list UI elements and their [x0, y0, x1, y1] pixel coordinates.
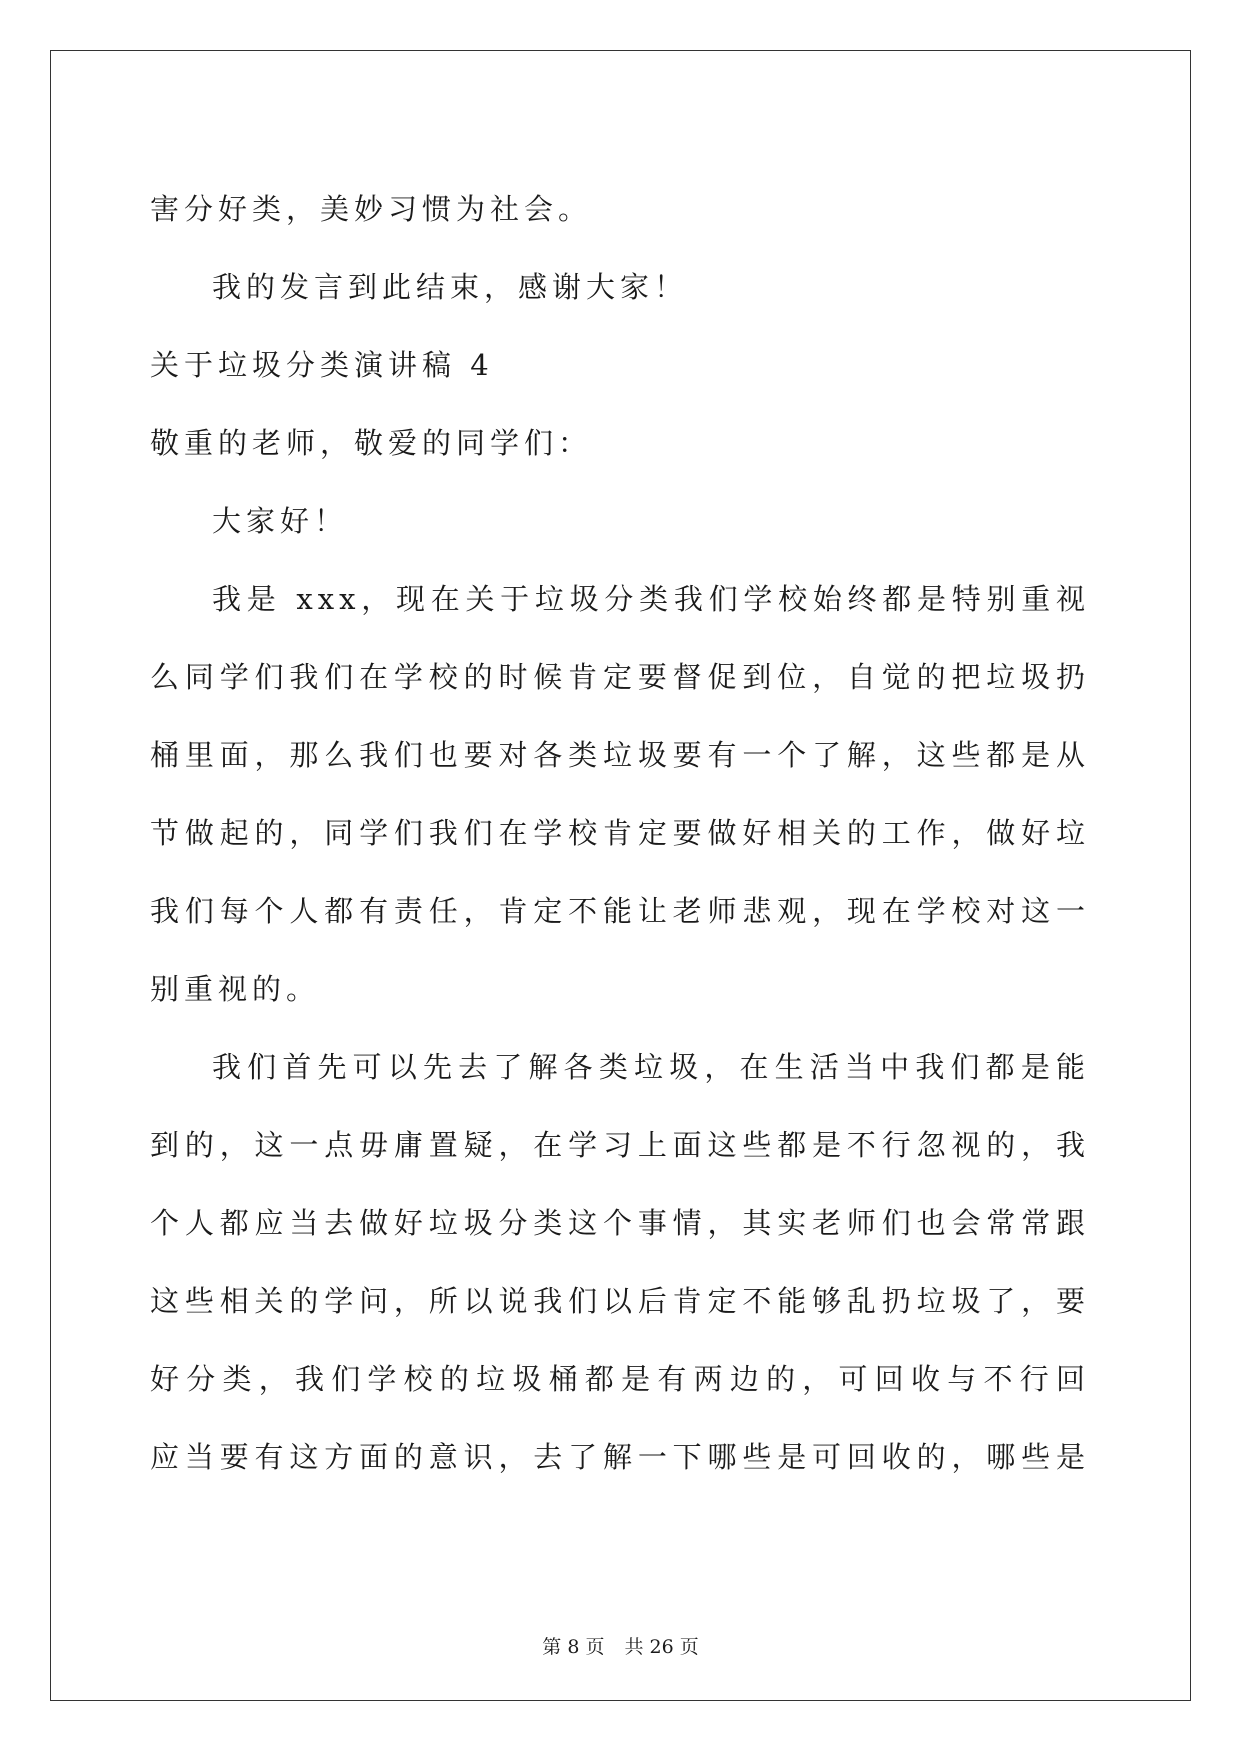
salutation: 敬重的老师，敬爱的同学们： [150, 426, 593, 460]
text-line: 害分好类，美妙习惯为社会。 [150, 192, 593, 226]
text-line: 到的，这一点毋庸置疑，在学习上面这些都是不行忽视的，我 [150, 1128, 1090, 1162]
text-line: 我们首先可以先去了解各类垃圾，在生活当中我们都是能 [212, 1050, 1090, 1084]
text-line: 我的发言到此结束，感谢大家！ [212, 270, 689, 304]
greeting: 大家好！ [212, 504, 349, 538]
document-body [150, 170, 1090, 1496]
text-line: 这些相关的学问，所以说我们以后肯定不能够乱扔垃圾了，要 [150, 1284, 1090, 1318]
text-line: 个人都应当去做好垃圾分类这个事情，其实老师们也会常常跟 [150, 1206, 1090, 1240]
section-heading: 关于垃圾分类演讲稿 4 [150, 348, 494, 382]
total-page-count: 共 26 页 [624, 1636, 699, 1658]
text-line: 好分类，我们学校的垃圾桶都是有两边的，可回收与不行回 [150, 1362, 1090, 1396]
text-line: 别重视的。 [150, 972, 321, 1006]
text-line: 我是 xxx，现在关于垃圾分类我们学校始终都是特别重视 [212, 582, 1090, 616]
text-line: 应当要有这方面的意识，去了解一下哪些是可回收的，哪些是 [150, 1440, 1090, 1474]
text-line: 我们每个人都有责任，肯定不能让老师悲观，现在学校对这一 [150, 894, 1090, 928]
page-footer [0, 1632, 1241, 1659]
current-page-number: 第 8 页 [542, 1636, 605, 1658]
text-line: 桶里面，那么我们也要对各类垃圾要有一个了解，这些都是从 [150, 738, 1090, 772]
text-line: 么同学们我们在学校的时候肯定要督促到位，自觉的把垃圾扔 [150, 660, 1090, 694]
text-line: 节做起的，同学们我们在学校肯定要做好相关的工作，做好垃 [150, 816, 1090, 850]
